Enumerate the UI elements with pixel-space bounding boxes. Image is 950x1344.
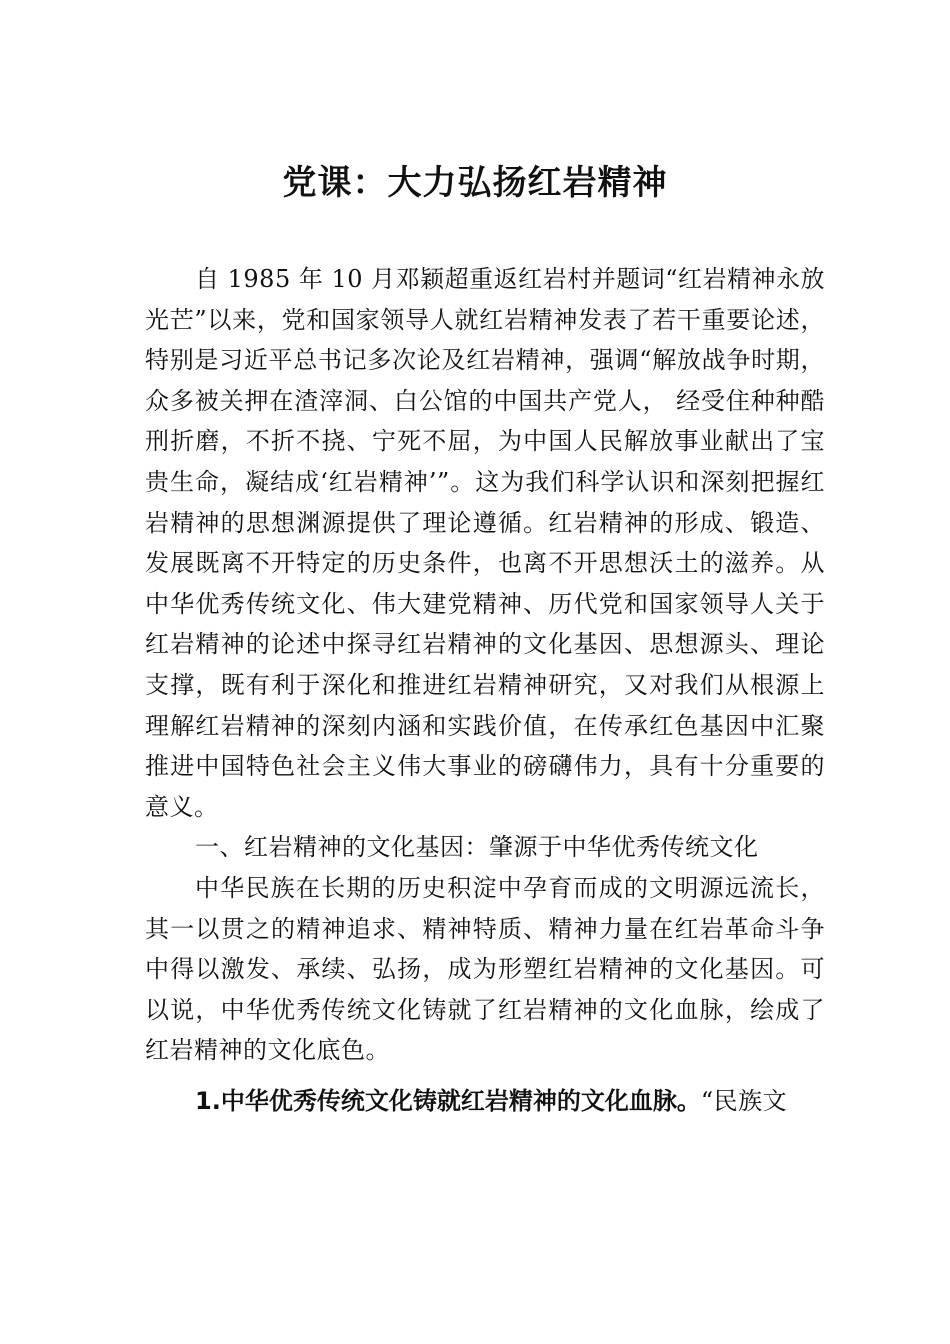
section-heading: 一、红岩精神的文化基因：肇源于中华优秀传统文化 xyxy=(195,833,759,862)
page-title: 党课：大力弘扬红岩精神 xyxy=(282,163,668,203)
intro-paragraph: 自 1985 年 10 月邓颖超重返红岩村并题词“红岩精神永放光芒”以来，党和国家领导人就红岩精神发表了若干重要论述，特别是习近平总书记多次论及红岩精神，强调“解放战争时期，众多被关押在渣滓洞、白公馆的中国共产党人， 经受住种种酷刑折磨，不折不挠、宁死不屈，为中国人民解放事业献出了宝贵生命，凝结成‘红岩精神’”。这为我们科学认识和深刻把握红岩精神的思想渊源提供了理论遵循。红岩精神的形成、锻造、发展既离不开特定的历史条件，也离不开思想沃土的滋养。从中华优秀传统文化、伟大建党精神、历代党和国家领导人关于红岩精神的论述中探寻红岩精神的文化基因、思想源头、理论支撑，既有利于深化和推进红岩精神研究，又对我们从根源上理解红岩精神的深刻内涵和实践价值，在传承红色基因中汇聚推进中国特色社会主义伟大事业的磅礴伟力，具有十分重要的意义。 xyxy=(145,265,825,821)
subsection-line xyxy=(145,1081,825,1121)
section-paragraph: 中华民族在长期的历史积淀中孕育而成的文明源远流长，其一以贯之的精神追求、精神特质、精神力量在红岩革命斗争中得以激发、承续、弘扬，成为形塑红岩精神的文化基因。可以说，中华优秀传统文化铸就了红岩精神的文化血脉，绘成了红岩精神的文化底色。 xyxy=(145,873,825,1065)
subsection-heading: 1.中华优秀传统文化铸就红岩精神的文化血脉。 xyxy=(195,1086,701,1115)
subsection-text: “民族文 xyxy=(700,1086,788,1115)
document-body xyxy=(145,259,825,1145)
